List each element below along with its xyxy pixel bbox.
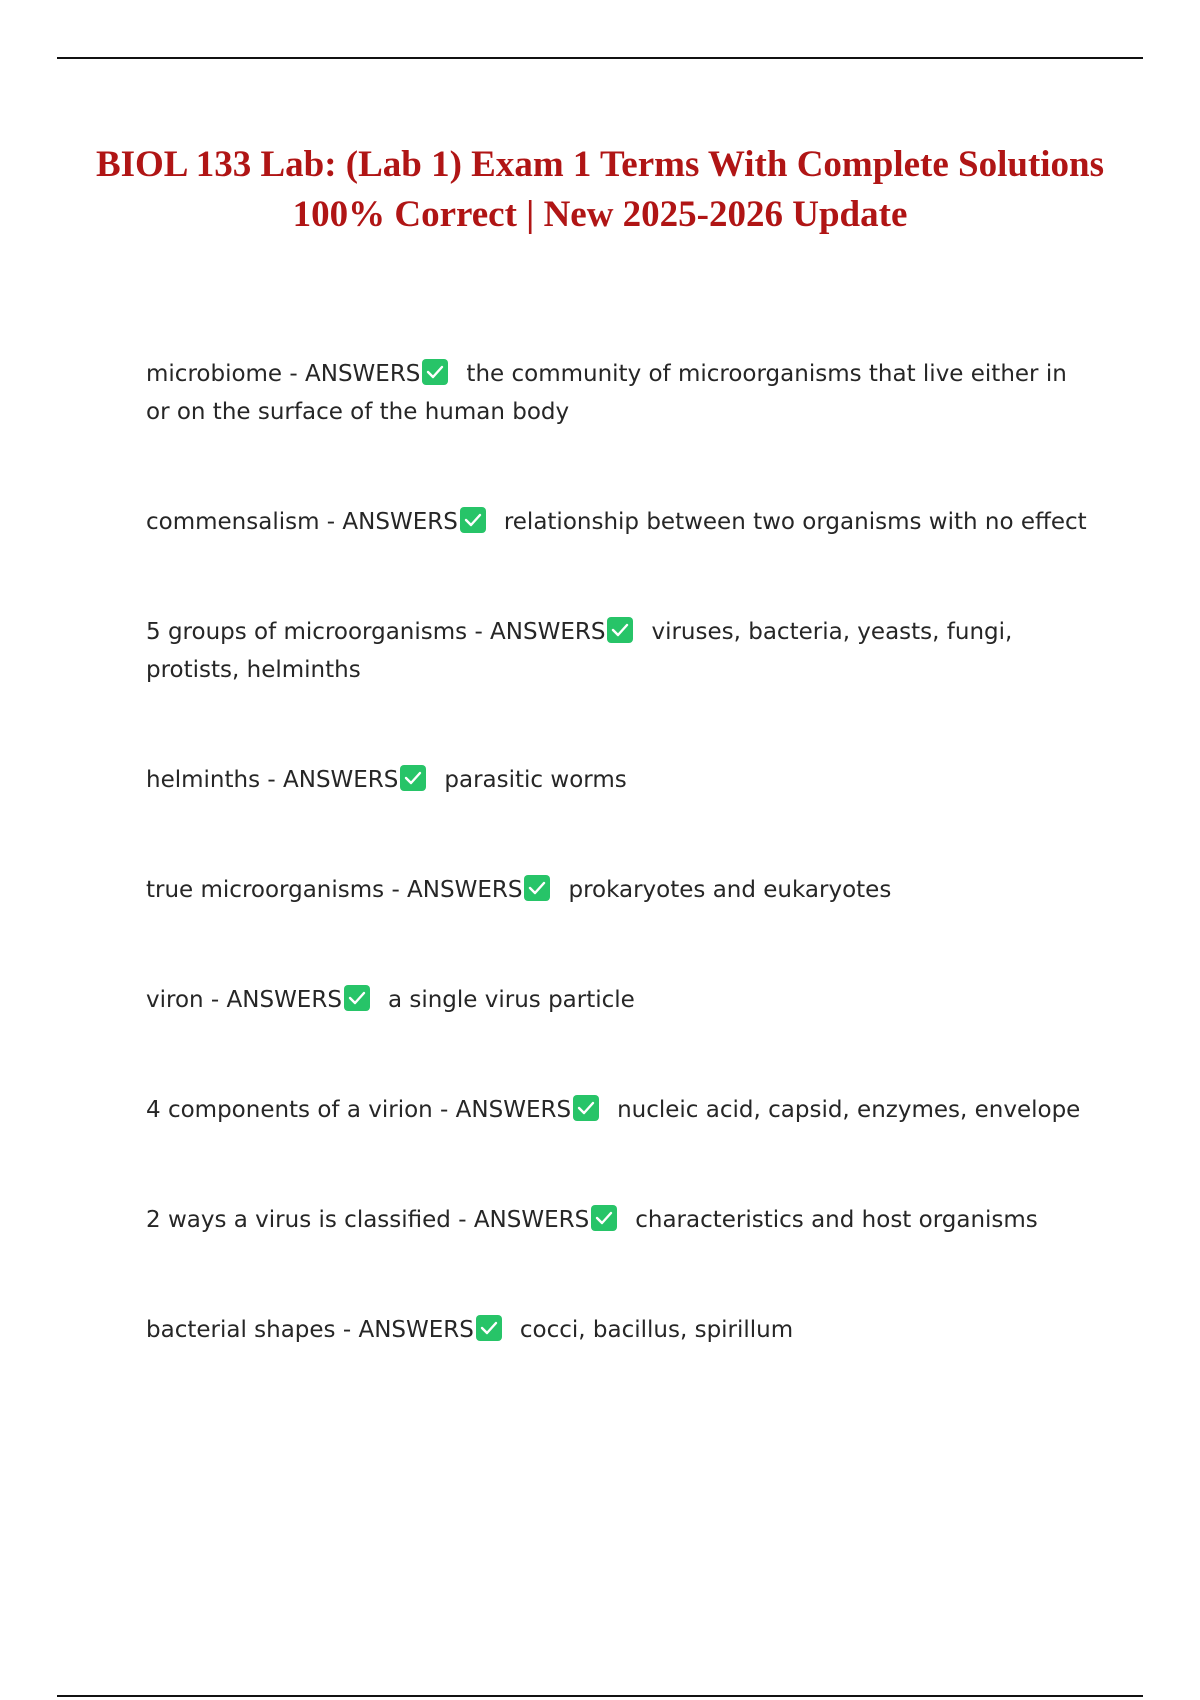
bottom-divider bbox=[57, 1695, 1143, 1697]
entry-term: 4 components of a virion bbox=[146, 1097, 433, 1123]
entry-separator: - ANSWERS bbox=[319, 509, 458, 535]
qa-entry bbox=[146, 1311, 1096, 1349]
entry-term: commensalism bbox=[146, 509, 320, 535]
entry-separator: - ANSWERS bbox=[432, 1097, 572, 1123]
check-icon bbox=[460, 507, 486, 533]
entry-term: helminths bbox=[146, 767, 261, 793]
check-icon bbox=[607, 617, 633, 643]
document-title: BIOL 133 Lab: (Lab 1) Exam 1 Terms With Complete Solutions 100% Correct | New 2025-2026 Update bbox=[95, 144, 1105, 235]
entry-separator: - ANSWERS bbox=[335, 1317, 474, 1343]
entry-answer: relationship between two organisms with no effect bbox=[503, 509, 1087, 535]
qa-entry bbox=[146, 761, 1096, 799]
entry-term: true microorganisms bbox=[146, 877, 385, 903]
entry-separator: - ANSWERS bbox=[450, 1207, 590, 1233]
entry-answer: the community of microorganisms that live either in or on the surface of the human body bbox=[146, 361, 1067, 425]
entry-term: viron bbox=[146, 987, 204, 1013]
check-icon bbox=[344, 985, 370, 1011]
top-divider bbox=[57, 57, 1143, 59]
entry-answer: parasitic worms bbox=[444, 767, 627, 793]
entry-separator: - ANSWERS bbox=[384, 877, 523, 903]
check-icon bbox=[476, 1315, 502, 1341]
check-icon bbox=[524, 875, 550, 901]
check-icon bbox=[573, 1095, 599, 1121]
entry-separator: - ANSWERS bbox=[260, 767, 399, 793]
qa-entry bbox=[146, 981, 1096, 1019]
qa-entry bbox=[146, 355, 1096, 431]
entry-term: microbiome bbox=[146, 361, 283, 387]
entry-term: bacterial shapes bbox=[146, 1317, 336, 1343]
entry-term: 2 ways a virus is classified bbox=[146, 1207, 451, 1233]
entry-answer: cocci, bacillus, spirillum bbox=[519, 1317, 794, 1343]
qa-entry bbox=[146, 613, 1096, 689]
entry-answer: characteristics and host organisms bbox=[635, 1207, 1038, 1233]
qa-list bbox=[146, 355, 1096, 1349]
qa-entry bbox=[146, 503, 1096, 541]
entry-answer: prokaryotes and eukaryotes bbox=[568, 877, 892, 903]
entry-term: 5 groups of microorganisms bbox=[146, 619, 468, 645]
entry-separator: - ANSWERS bbox=[467, 619, 606, 645]
check-icon bbox=[422, 359, 448, 385]
check-icon bbox=[591, 1205, 617, 1231]
entry-answer: a single virus particle bbox=[387, 987, 635, 1013]
entry-separator: - ANSWERS bbox=[282, 361, 421, 387]
entry-separator: - ANSWERS bbox=[203, 987, 342, 1013]
qa-entry bbox=[146, 1201, 1096, 1239]
entry-answer: viruses, bacteria, yeasts, fungi, protists, helminths bbox=[146, 619, 1013, 683]
qa-entry bbox=[146, 1091, 1096, 1129]
check-icon bbox=[400, 765, 426, 791]
qa-entry bbox=[146, 871, 1096, 909]
entry-answer: nucleic acid, capsid, enzymes, envelope bbox=[617, 1097, 1081, 1123]
